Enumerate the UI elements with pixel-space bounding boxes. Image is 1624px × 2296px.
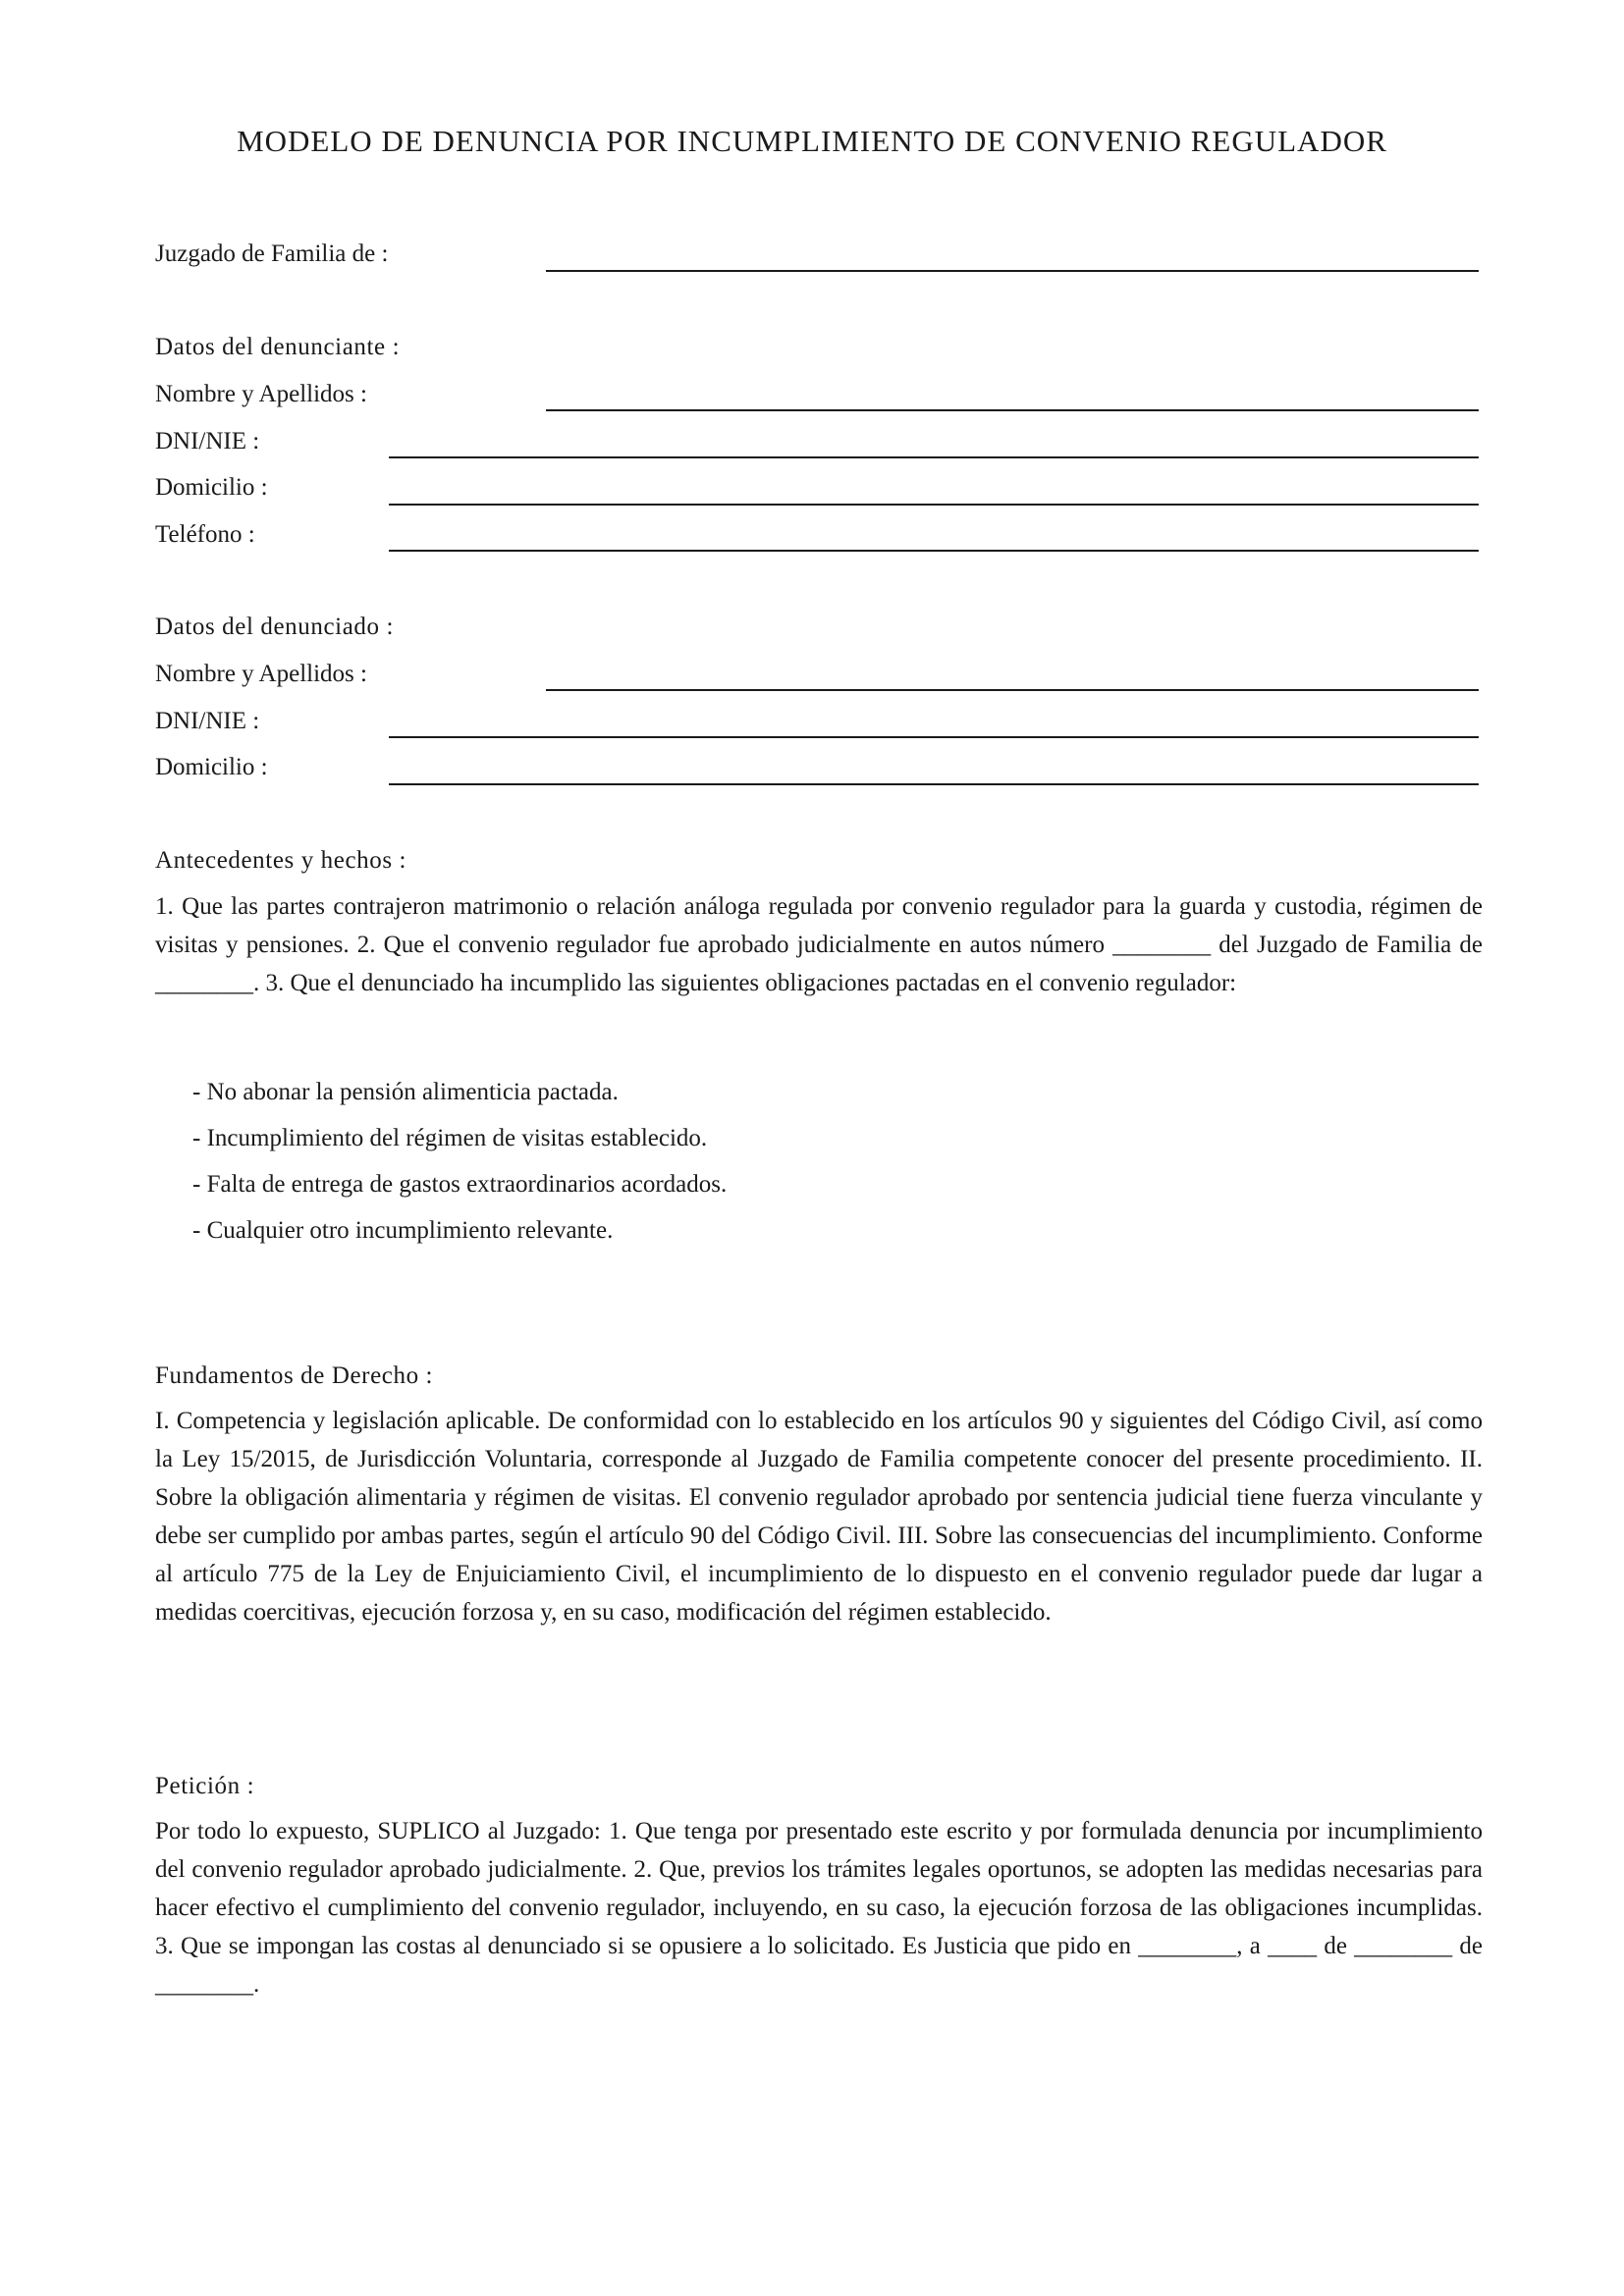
denunciante-telefono-label: Teléfono : <box>155 521 255 548</box>
fundamentos-text: I. Competencia y legislación aplicable. De conformidad con lo establecido en los artículos 90 y siguientes del Código Civil, así como la Ley 15/2015, de Jurisdicción Voluntaria, corresponde al Juzgado de Familia competente conocer del presente procedimiento. II. Sobre la obligación alimentaria y régimen de visitas. El convenio regulador aprobado por sentencia judicial tiene fuerza vinculante y debe ser cumplido por ambas partes, según el artículo 90 del Código Civil. III. Sobre las consecuencias del incumplimiento. Conforme al artículo 775 de la Ley de Enjuiciamiento Civil, el incumplimiento de lo dispuesto en el convenio regulador puede dar lugar a medidas coercitivas, ejecución forzosa y, en su caso, modificación del régimen establecido. <box>155 1408 1483 1626</box>
juzgado-field[interactable] <box>546 270 1479 272</box>
denunciado-nombre-label: Nombre y Apellidos : <box>155 661 367 687</box>
denunciante-dni-field[interactable] <box>389 456 1479 458</box>
denunciante-telefono-field[interactable] <box>389 550 1479 552</box>
denunciado-domicilio-field[interactable] <box>389 783 1479 785</box>
peticion-text: Por todo lo expuesto, SUPLICO al Juzgado: 1. Que tenga por presentado este escrito y por formulada denuncia por incumplimiento del convenio regulador aprobado judicialmente. 2. Que, previos los trámites legales oportunos, se adopten las medidas necesarias para hacer efectivo el cumplimiento del convenio regulador, incluyendo, en su caso, la ejecución forzosa de las obligaciones incumplidas. 3. Que se impongan las costas al denunciado si se opusiere a lo solicitado. Es Justicia que pido en ________, a ____ de ________ de ________. <box>155 1818 1483 1998</box>
incumplimientos-list <box>192 1078 727 1262</box>
denunciado-domicilio-label: Domicilio : <box>155 754 268 780</box>
list-item: - No abonar la pensión alimenticia pactada. <box>192 1079 619 1105</box>
antecedentes-heading: Antecedentes y hechos : <box>155 847 407 874</box>
denunciante-domicilio-field[interactable] <box>389 504 1479 506</box>
denunciante-dni-label: DNI/NIE : <box>155 428 260 454</box>
list-item: - Incumplimiento del régimen de visitas establecido. <box>192 1125 708 1151</box>
denunciado-nombre-field[interactable] <box>546 689 1479 691</box>
list-item: - Falta de entrega de gastos extraordinarios acordados. <box>192 1171 728 1198</box>
denunciante-nombre-label: Nombre y Apellidos : <box>155 381 367 407</box>
denunciado-dni-field[interactable] <box>389 736 1479 738</box>
denunciante-heading: Datos del denunciante : <box>155 334 401 360</box>
denunciante-domicilio-label: Domicilio : <box>155 474 268 501</box>
antecedentes-text: 1. Que las partes contrajeron matrimonio o relación análoga regulada por convenio regulador para la guarda y custodia, régimen de visitas y pensiones. 2. Que el convenio regulador fue aprobado judicialmente en autos número ________ del Juzgado de Familia de ________. 3. Que el denunciado ha incumplido las siguientes obligaciones pactadas en el convenio regulador: <box>155 893 1483 996</box>
juzgado-label: Juzgado de Familia de : <box>155 240 389 267</box>
fundamentos-heading: Fundamentos de Derecho : <box>155 1362 434 1389</box>
list-item: - Cualquier otro incumplimiento relevante. <box>192 1217 614 1244</box>
denunciado-dni-label: DNI/NIE : <box>155 708 260 734</box>
denunciado-heading: Datos del denunciado : <box>155 614 394 640</box>
document-title: MODELO DE DENUNCIA POR INCUMPLIMIENTO DE CONVENIO REGULADOR <box>237 124 1387 158</box>
denunciante-nombre-field[interactable] <box>546 409 1479 411</box>
peticion-heading: Petición : <box>155 1773 255 1799</box>
